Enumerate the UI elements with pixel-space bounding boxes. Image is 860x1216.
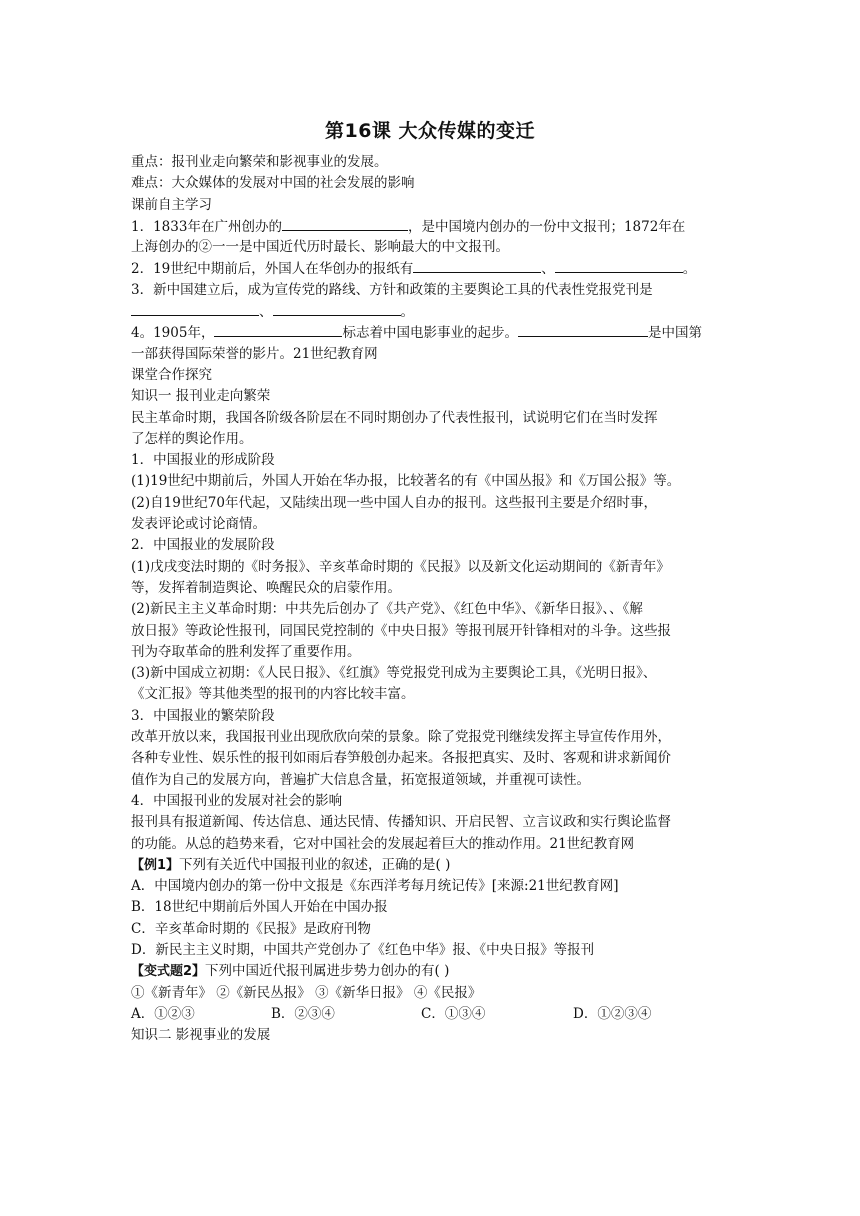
section-1-para-2-line-1: (2)自19世纪70年代起，又陆续出现一些中国人自办的报刊。这些报刊主要是介绍时事，: [131, 494, 657, 511]
question-4-line-2: 一部获得国际荣誉的影片。21世纪教育网: [131, 345, 378, 362]
section-2-para-2-line-3: 刊为夺取革命的胜利发挥了重要作用。: [131, 643, 361, 660]
section-1-para-2-line-2: 发表评论或讨论商情。: [131, 516, 266, 533]
knowledge-1-heading: 知识一 报刊业走向繁荣: [131, 388, 271, 405]
section-3-para-line-3: 值作为自己的发展方向，普遍扩大信息含量，拓宽报道领域，并重视可读性。: [131, 771, 590, 788]
focus-line: 重点：报刊业走向繁荣和影视事业的发展。: [131, 154, 388, 170]
answer-blank[interactable]: [518, 322, 648, 337]
section-2-para-3-line-2: 《文汇报》等其他类型的报刊的内容比较丰富。: [131, 686, 415, 703]
class-heading: 课堂合作探究: [131, 366, 212, 383]
example-1-tag: 【例1】: [131, 857, 180, 873]
question-4-line-1: 4。1905年， 标志着中国电影事业的起步。 是中国第: [131, 322, 735, 343]
answer-blank[interactable]: [555, 258, 683, 273]
variant-2-stem: 【变式题2】下列中国近代报刊属进步势力创办的有( ): [131, 963, 450, 980]
section-4-para-line-2: 的功能。从总的趋势来看，它对中国社会的发展起着巨大的推动作用。21世纪教育网: [131, 835, 635, 852]
variant-2-items: ①《新青年》 ②《新民丛报》 ③《新华日报》 ④《民报》: [131, 984, 482, 1001]
variant-2-option-c: C．①③④: [421, 1005, 486, 1022]
variant-2-option-d: D．①②③④: [573, 1005, 652, 1022]
section-2-para-1-line-1: (1)戊戌变法时期的《时务报》、辛亥革命时期的《民报》以及新文化运动期间的《新青年》: [131, 558, 670, 575]
question-1-line-2: 上海创办的②一一是中国近代历时最长、影响最大的中文报刊。: [131, 239, 509, 256]
variant-2-tag: 【变式题2】: [131, 964, 206, 980]
section-2-heading: 2．中国报业的发展阶段: [131, 537, 275, 554]
section-2-para-1-line-2: 等，发挥着制造舆论、唤醒民众的启蒙作用。: [131, 579, 401, 596]
question-2-line: 2．19世纪中期前后，外国人在华创办的报纸有 、 。: [131, 258, 735, 279]
answer-blank[interactable]: [413, 258, 541, 273]
variant-2-option-a: A．①②③: [131, 1005, 195, 1022]
example-1-option-c: C．辛亥革命时期的《民报》是政府刊物: [131, 920, 371, 937]
question-1-line-1: 1．1833年在广州创办的 ，是中国境内创办的一份中文报刊；1872年在: [131, 216, 735, 237]
knowledge-1-intro-2: 了怎样的舆论作用。: [131, 430, 253, 447]
section-4-para-line-1: 报刊具有报道新闻、传达信息、通达民情、传播知识、开启民智、立言议政和实行舆论监督: [131, 814, 671, 831]
preview-heading: 课前自主学习: [131, 196, 212, 213]
section-3-para-line-2: 各种专业性、娱乐性的报刊如雨后春笋般创办起来。各报把真实、及时、客观和讲求新闻价: [131, 750, 671, 767]
knowledge-2-heading: 知识二 影视事业的发展: [131, 1027, 271, 1044]
section-3-heading: 3．中国报业的繁荣阶段: [131, 707, 275, 724]
example-1-option-a: A．中国境内创办的第一份中文报是《东西洋考每月统记传》[来源:21世纪教育网]: [131, 878, 619, 895]
example-1-stem: 【例1】下列有关近代中国报刊业的叙述，正确的是( ): [131, 856, 451, 873]
variant-2-option-b: B．②③④: [271, 1005, 335, 1022]
answer-blank[interactable]: [214, 322, 342, 337]
example-1-option-b: B．18世纪中期前后外国人开始在中国办报: [131, 899, 388, 916]
section-3-para-line-1: 改革开放以来，我国报刊业出现欣欣向荣的景象。除了党报党刊继续发挥主导宣传作用外，: [131, 729, 671, 746]
document-body: [131, 152, 735, 1046]
section-2-para-2-line-2: 放日报》等政论性报刊，同国民党控制的《中央日报》等报刊展开针锋相对的斗争。这些报: [131, 622, 671, 639]
page-title: 第16课 大众传媒的变迁: [324, 120, 536, 142]
section-1-para-1: (1)19世纪中期前后，外国人开始在华办报，比较著名的有《中国丛报》和《万国公报》等。: [131, 473, 681, 490]
knowledge-1-intro-1: 民主革命时期，我国各阶级各阶层在不同时期创办了代表性报刊，试说明它们在当时发挥: [131, 409, 658, 426]
section-2-para-2-line-1: (2)新民主主义革命时期：中共先后创办了《共产党》、《红色中华》、《新华日报》、、《解: [131, 601, 643, 618]
example-1-option-d: D．新民主主义时期，中国共产党创办了《红色中华》报、《中央日报》等报刊: [131, 941, 595, 958]
section-4-heading: 4．中国报刊业的发展对社会的影响: [131, 792, 343, 809]
answer-blank[interactable]: [131, 301, 259, 316]
variant-2-options: [131, 1004, 735, 1025]
question-3-line-2: 、 。: [131, 301, 735, 322]
section-2-para-3-line-1: (3)新中国成立初期：《人民日报》、《红旗》等党报党刊成为主要舆论工具，《光明日报》、: [131, 665, 657, 682]
answer-blank[interactable]: [282, 216, 408, 231]
question-3-line-1: 3．新中国建立后，成为宣传党的路线、方针和政策的主要舆论工具的代表性党报党刊是: [131, 281, 653, 298]
section-1-heading: 1．中国报业的形成阶段: [131, 452, 275, 469]
difficulty-line: 难点：大众媒体的发展对中国的社会发展的影响: [131, 175, 415, 192]
answer-blank[interactable]: [273, 301, 401, 316]
